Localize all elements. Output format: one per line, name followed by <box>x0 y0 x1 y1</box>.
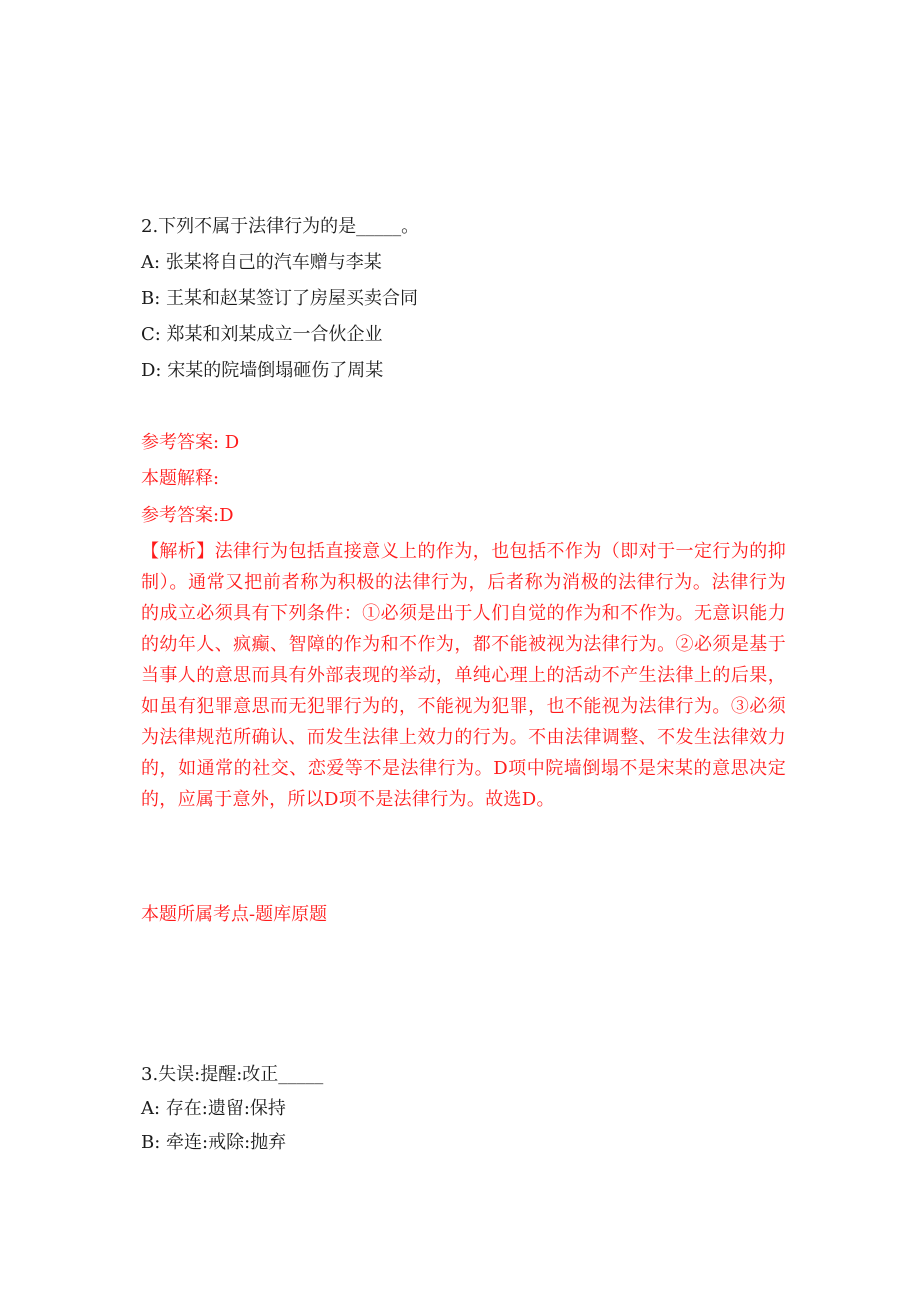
question-2-option-d: D: 宋某的院墙倒塌砸伤了周某 <box>141 360 384 381</box>
topic-label: 本题所属考点-题库原题 <box>141 904 328 925</box>
explanation-paragraph: 【解析】法律行为包括直接意义上的作为，也包括不作为（即对于一定行为的抑制）。通常又把前者称为积极的法律行为，后者称为消极的法律行为。法律行为的成立必须具有下列条件：①必须是出于人们自觉的作为和不作为。无意识能力的幼年人、疯癫、智障的作为和不作为，都不能被视为法律行为。②必须是基于当事人的意思而具有外部表现的举动，单纯心理上的活动不产生法律上的后果，如虽有犯罪意思而无犯罪行为的，不能视为犯罪，也不能视为法律行为。③必须为法律规范所确认、而发生法律上效力的行为。不由法律调整、不发生法律效力的，如通常的社交、恋爱等不是法律行为。D项中院墙倒塌不是宋某的意思决定的，应属于意外，所以D项不是法律行为。故选D。 <box>141 541 786 810</box>
question-2-option-a: A: 张某将自己的汽车赠与李某 <box>141 252 382 273</box>
question-2-option-c: C: 郑某和刘某成立一合伙企业 <box>141 324 383 345</box>
question-3-option-a: A: 存在:遗留:保持 <box>141 1098 286 1119</box>
question-2-stem: 2.下列不属于法律行为的是_____。 <box>141 216 420 237</box>
question-3-stem: 3.失误:提醒:改正_____ <box>141 1064 324 1085</box>
answer-label-repeat: 参考答案:D <box>141 505 234 526</box>
question-2-option-b: B: 王某和赵某签订了房屋买卖合同 <box>141 288 419 309</box>
answer-label: 参考答案: D <box>141 432 240 453</box>
explanation-heading: 本题解释: <box>141 468 220 489</box>
question-3-option-b: B: 牵连:戒除:抛弃 <box>141 1132 287 1153</box>
